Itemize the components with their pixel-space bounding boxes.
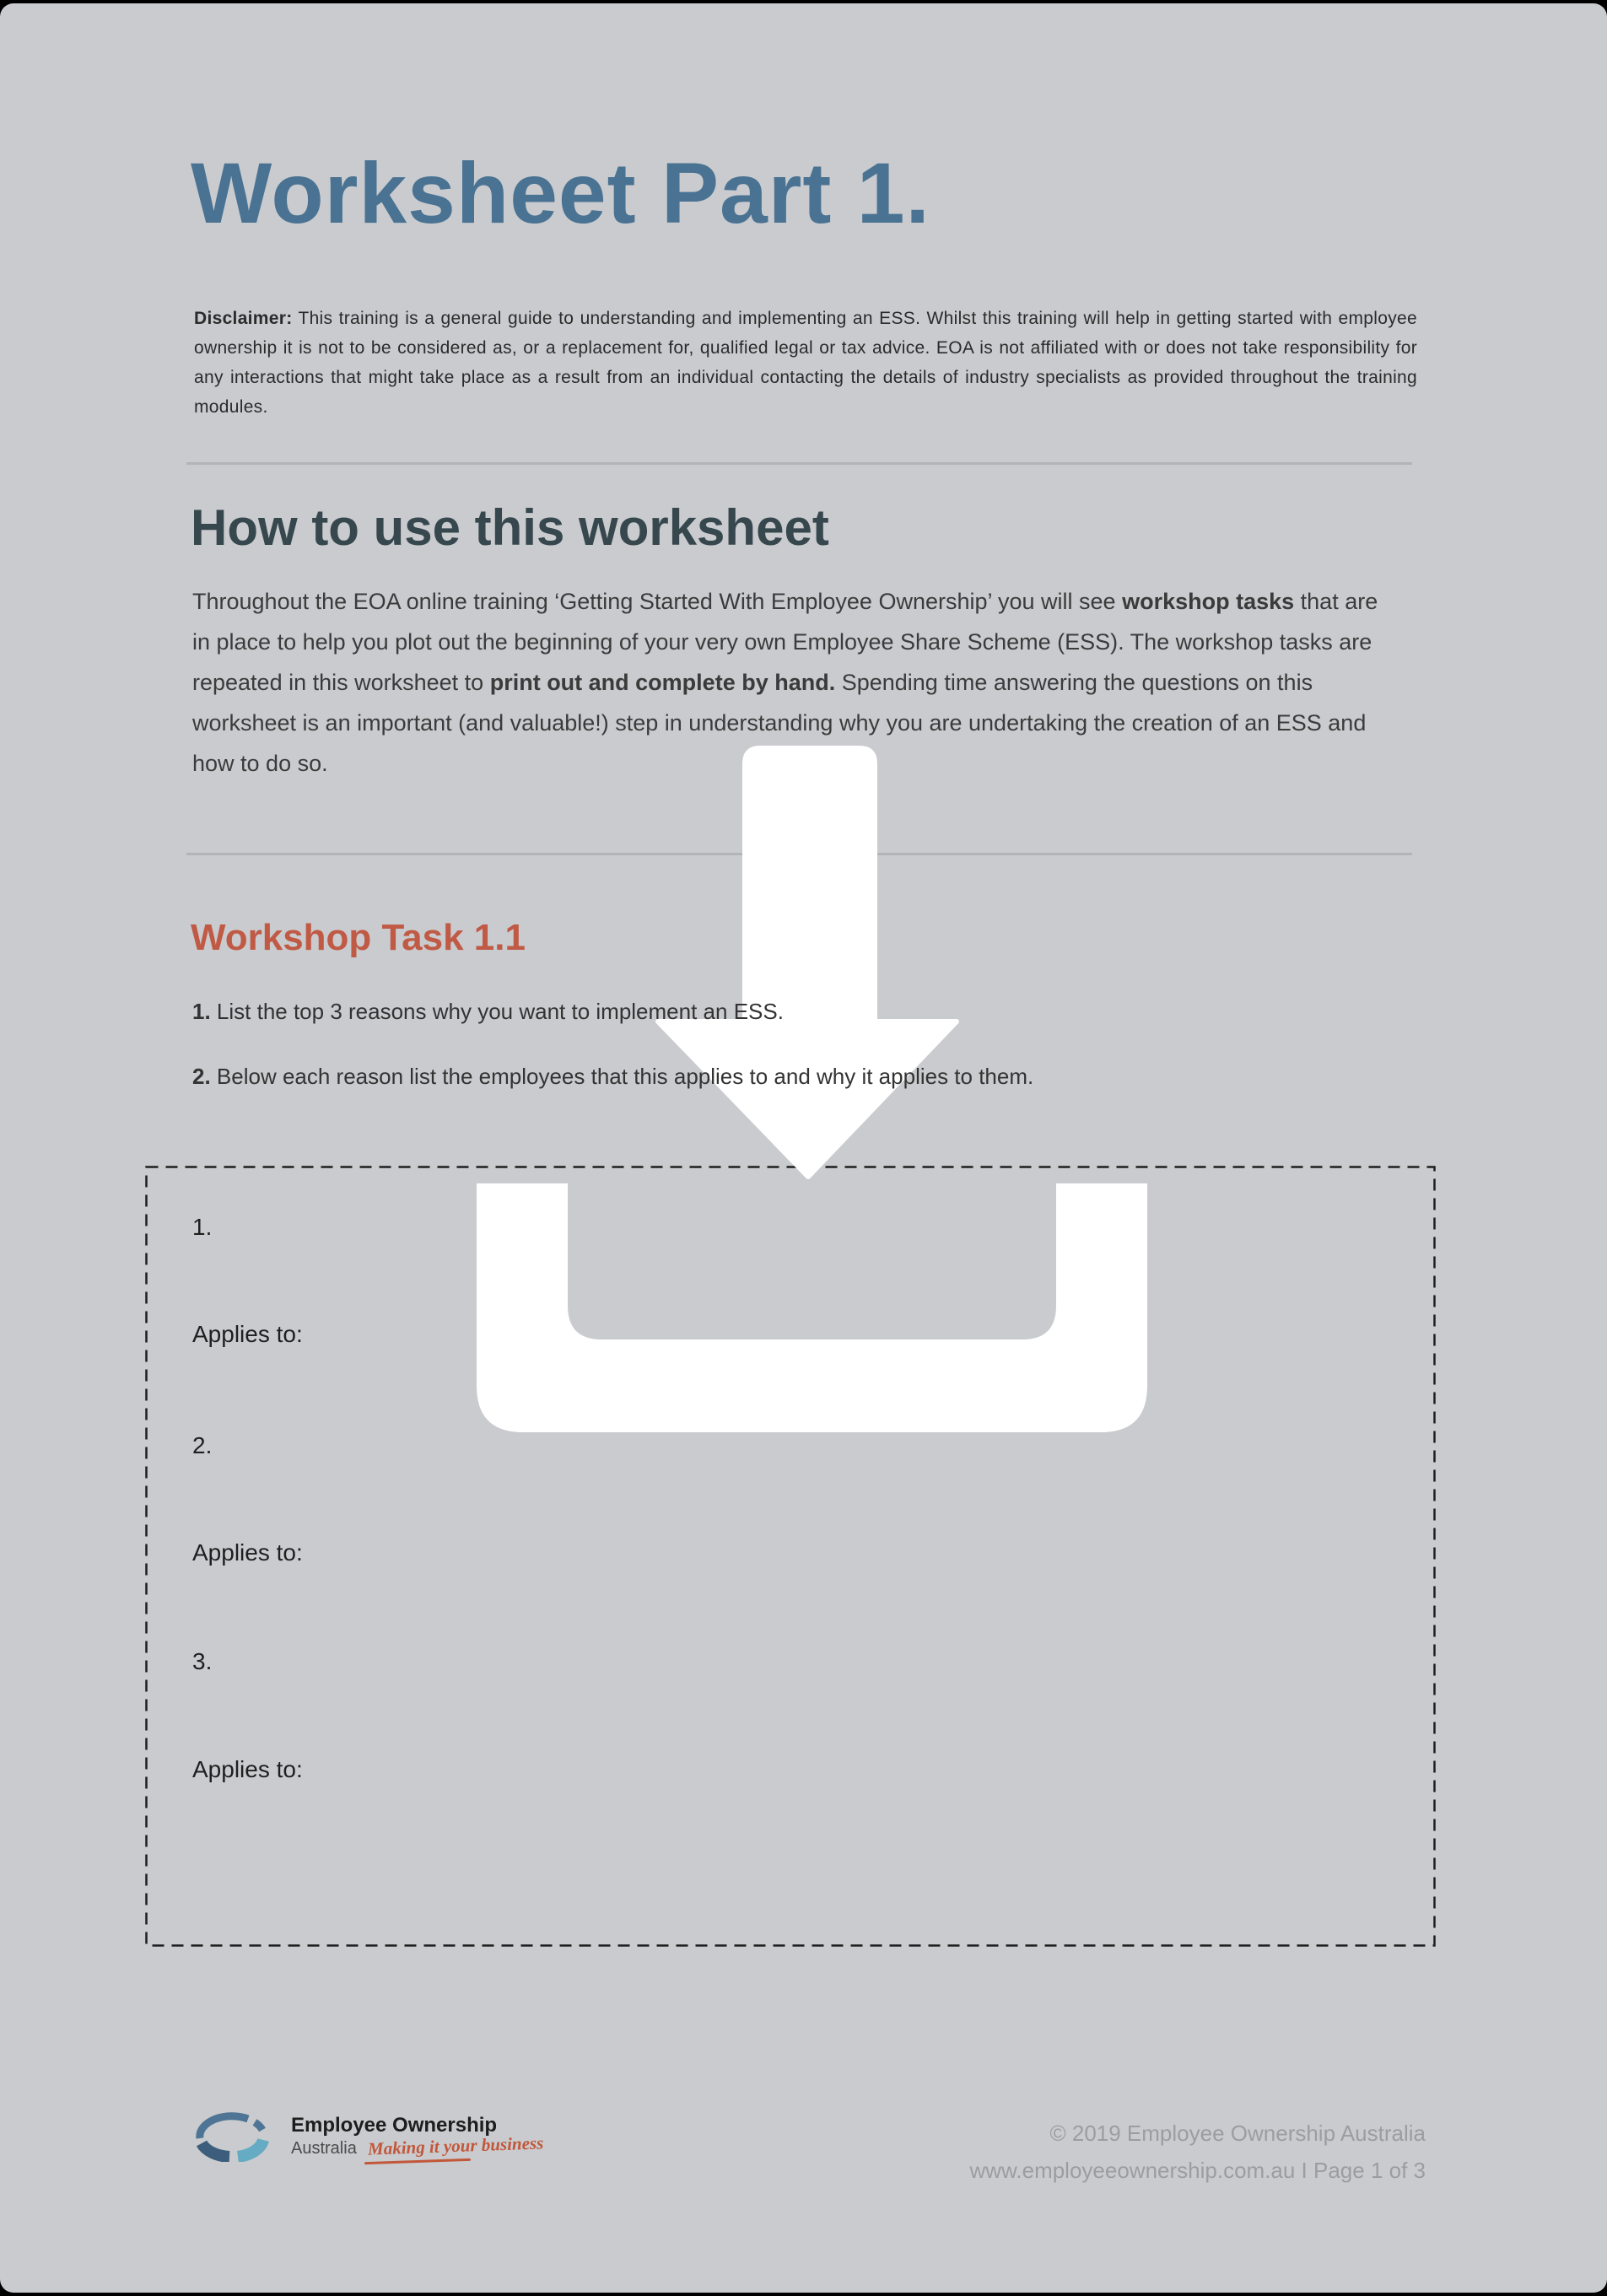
task-instruction-1-text: List the top 3 reasons why you want to implement an ESS. [210, 999, 784, 1024]
section-heading: How to use this worksheet [191, 499, 829, 556]
copyright-text: © 2019 Employee Ownership Australia [1049, 2121, 1426, 2146]
answer-item-3-applies: Applies to: [192, 1756, 303, 1782]
divider-top [186, 462, 1412, 465]
disclaimer-text: This training is a general guide to understanding and implementing an ESS. Whilst this training will help in getting started with employee ownership it is not to be considered as, or a replacement for, qualified legal or tax advice. EOA is not affiliated with or does not take responsibility for any interactions that might take place as a result from an individual contacting the details of industry specialists as provided throughout the training modules. [194, 309, 1417, 417]
logo-name: Employee Ownership [291, 2114, 498, 2137]
website-page-text: www.employeeownership.com.au I Page 1 of 3 [969, 2158, 1426, 2183]
answer-item-1-applies: Applies to: [192, 1321, 303, 1347]
logo-subtitle: Australia [291, 2139, 357, 2158]
disclaimer-paragraph [194, 304, 1417, 422]
disclaimer-label: Disclaimer: [194, 309, 293, 328]
answer-item-1-number: 1. [192, 1214, 213, 1240]
how-to-paragraph [192, 581, 1382, 784]
answer-item-3-number: 3. [192, 1648, 213, 1674]
task-instruction-2 [192, 1064, 1390, 1090]
eoa-logo-icon [195, 2111, 269, 2162]
answer-item-2-number: 2. [192, 1432, 213, 1458]
how-to-bold-2: print out and complete by hand. [489, 670, 836, 695]
footer-right [969, 2115, 1426, 2189]
how-to-text-2: that are in place to help you plot out the beginning of your very own Employee Share Scheme (ESS). The workshop tasks are repeated in this worksheet to [192, 589, 1378, 695]
page-title: Worksheet Part 1. [191, 145, 930, 241]
how-to-text-1: Throughout the EOA online training ‘Getting Started With Employee Ownership’ you will see [192, 589, 1123, 614]
task-instruction-2-number: 2. [192, 1064, 211, 1089]
task-instruction-1-number: 1. [192, 999, 211, 1024]
how-to-bold-1: workshop tasks [1122, 589, 1295, 614]
task-instruction-1 [192, 999, 1390, 1025]
worksheet-page [0, 3, 1607, 2293]
answer-item-2-applies: Applies to: [192, 1539, 303, 1566]
task-heading: Workshop Task 1.1 [191, 917, 526, 958]
task-instruction-2-text: Below each reason list the employees that this applies to and why it applies to them. [210, 1064, 1034, 1089]
logo-tagline: Making it your business [367, 2132, 544, 2159]
how-to-text-3: Spending time answering the questions on this worksheet is an important (and valuable!) step in understanding why you are undertaking the creation of an ESS and how to do so. [192, 670, 1367, 776]
